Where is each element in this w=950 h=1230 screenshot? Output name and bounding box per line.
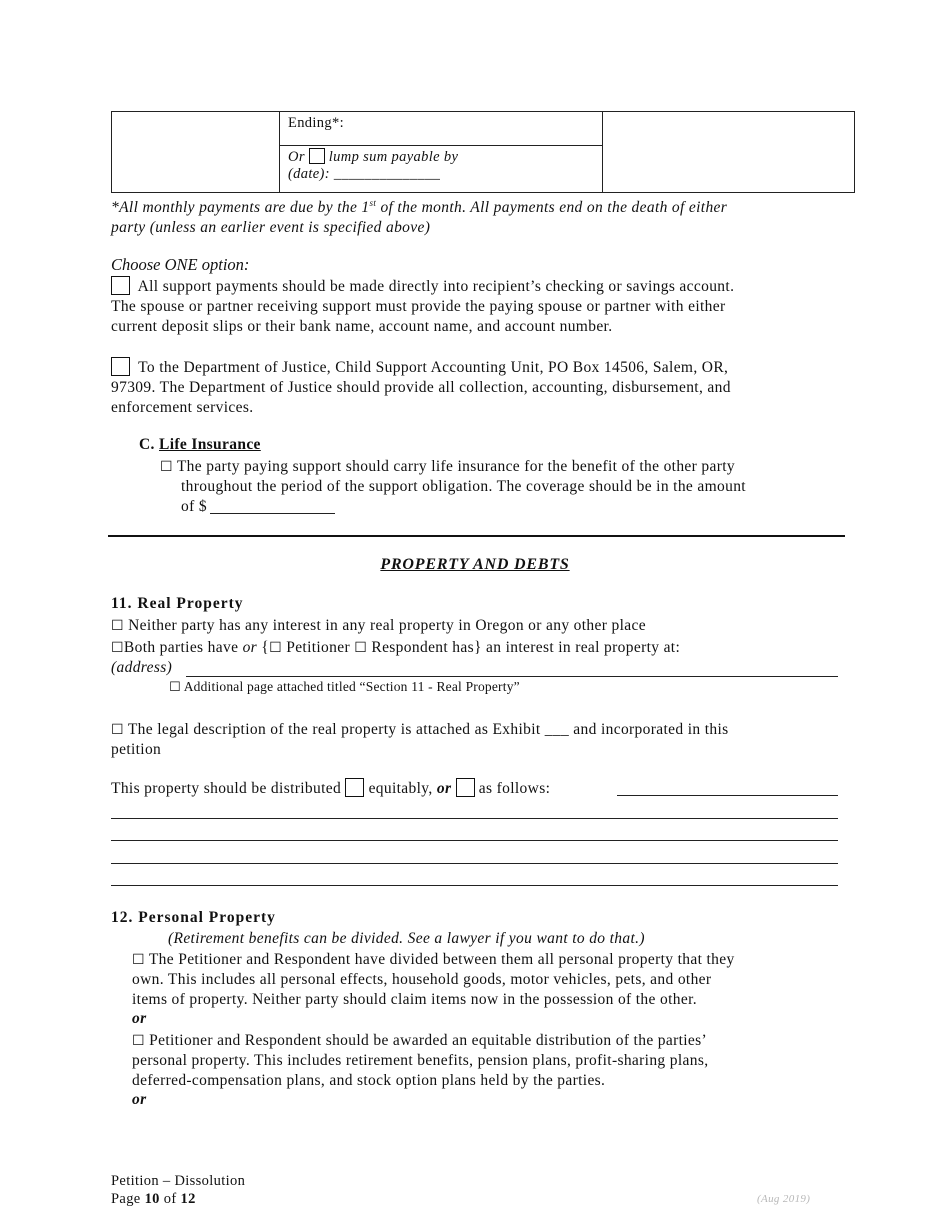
legal-description-checkbox[interactable]: ☐ bbox=[111, 722, 124, 738]
choose-heading: Choose ONE option: bbox=[111, 255, 250, 274]
address-blank[interactable] bbox=[186, 676, 838, 677]
real-option-interest: ☐Both parties have or {☐ Petitioner ☐ Respondent has} an interest in real property at: bbox=[111, 639, 681, 656]
form-name: Petition – Dissolution bbox=[111, 1173, 246, 1189]
life-amount-blank[interactable] bbox=[210, 513, 335, 514]
page-total: 12 bbox=[180, 1191, 196, 1207]
additional-page-option: ☐ Additional page attached titled “Section 11 - Real Property” bbox=[169, 679, 520, 695]
lump-sum-checkbox[interactable] bbox=[309, 148, 325, 164]
respondent-checkbox[interactable]: ☐ bbox=[354, 640, 368, 656]
divided-checkbox[interactable]: ☐ bbox=[132, 952, 145, 968]
direct-deposit-checkbox[interactable] bbox=[111, 276, 130, 295]
personal-property-note: (Retirement benefits can be divided. See a lawyer if you want to do that.) bbox=[168, 930, 645, 947]
lump-or: Or bbox=[288, 149, 305, 165]
legal-description-option: ☐ The legal description of the real property is attached as Exhibit ___ and incorporated in this petition bbox=[111, 721, 729, 758]
doj-checkbox[interactable] bbox=[111, 357, 130, 376]
page-number: 10 bbox=[144, 1191, 160, 1207]
distribution-blank[interactable] bbox=[617, 795, 838, 796]
revision-date: (Aug 2019) bbox=[757, 1193, 811, 1205]
equitably-checkbox[interactable] bbox=[345, 778, 364, 797]
property-heading: PROPERTY AND DEBTS bbox=[380, 556, 570, 573]
petitioner-checkbox[interactable]: ☐ bbox=[269, 640, 282, 656]
personal-option-equitable: ☐ Petitioner and Respondent should be awarded an equitable distribution of the parties’ personal property. This includes retirement benefits, pension plans, profit-sharing plans, deferred-compensation plans, and stock option plans held by the parties. bbox=[132, 1032, 709, 1089]
table-cell-left bbox=[112, 112, 280, 193]
distribution-line: This property should be distributed equitably, or as follows: bbox=[111, 780, 551, 797]
personal-property-title: 12. Personal Property bbox=[111, 909, 276, 926]
table-cell-lump bbox=[280, 146, 603, 193]
distribution-blank-line[interactable] bbox=[111, 863, 838, 864]
distribution-blank-line[interactable] bbox=[111, 885, 838, 886]
personal-option-divided: ☐ The Petitioner and Respondent have divided between them all personal property that they own. This includes all personal effects, household goods, motor vehicles, pets, and other items of property. Neither party should claim items now in the possession of the other. bbox=[132, 951, 735, 1008]
equitable-distribution-checkbox[interactable]: ☐ bbox=[132, 1033, 145, 1049]
lump-label: lump sum payable by bbox=[328, 149, 459, 165]
payment-option-direct: All support payments should be made directly into recipient’s checking or savings account. The spouse or partner receiving support must provide the paying spouse or partner with either current deposit slips or their bank name, account name, and account number. bbox=[111, 278, 735, 335]
additional-page-checkbox[interactable]: ☐ bbox=[169, 680, 181, 695]
lump-date: (date): ______________ bbox=[288, 166, 441, 182]
real-option-none: ☐ Neither party has any interest in any real property in Oregon or any other place bbox=[111, 617, 646, 634]
table-cell-right bbox=[603, 112, 855, 193]
distribution-blank-line[interactable] bbox=[111, 840, 838, 841]
section-divider bbox=[108, 535, 845, 537]
or-separator: or bbox=[132, 1091, 147, 1108]
payment-option-doj: To the Department of Justice, Child Support Accounting Unit, PO Box 14506, Salem, OR, 97309. The Department of Justice should provide all collection, accounting, disbursement, and enforcement services. bbox=[111, 359, 731, 416]
no-real-property-checkbox[interactable]: ☐ bbox=[111, 618, 124, 634]
or-separator: or bbox=[132, 1010, 147, 1027]
address-label: (address) bbox=[111, 659, 173, 676]
ending-label: Ending*: bbox=[288, 115, 344, 131]
as-follows-checkbox[interactable] bbox=[456, 778, 475, 797]
life-insurance-heading: C. Life Insurance bbox=[139, 436, 261, 453]
page-footer: Petition – Dissolution Page 10 of 12 bbox=[111, 1173, 246, 1207]
life-insurance-checkbox[interactable]: ☐ bbox=[160, 459, 173, 475]
life-insurance-text: throughout the period of the support obligation. The coverage should be in the amount of $ bbox=[181, 478, 746, 515]
payment-table bbox=[111, 111, 855, 193]
real-property-title: 11. Real Property bbox=[111, 595, 244, 612]
both-parties-checkbox[interactable]: ☐ bbox=[111, 640, 124, 656]
life-insurance-option: ☐ The party paying support should carry life insurance for the benefit of the other party bbox=[160, 458, 735, 475]
footnote: *All monthly payments are due by the 1st of the month. All payments end on the death of either party (unless an earlier event is specified above) bbox=[111, 198, 728, 237]
table-cell-ending bbox=[280, 112, 603, 146]
distribution-blank-line[interactable] bbox=[111, 818, 838, 819]
